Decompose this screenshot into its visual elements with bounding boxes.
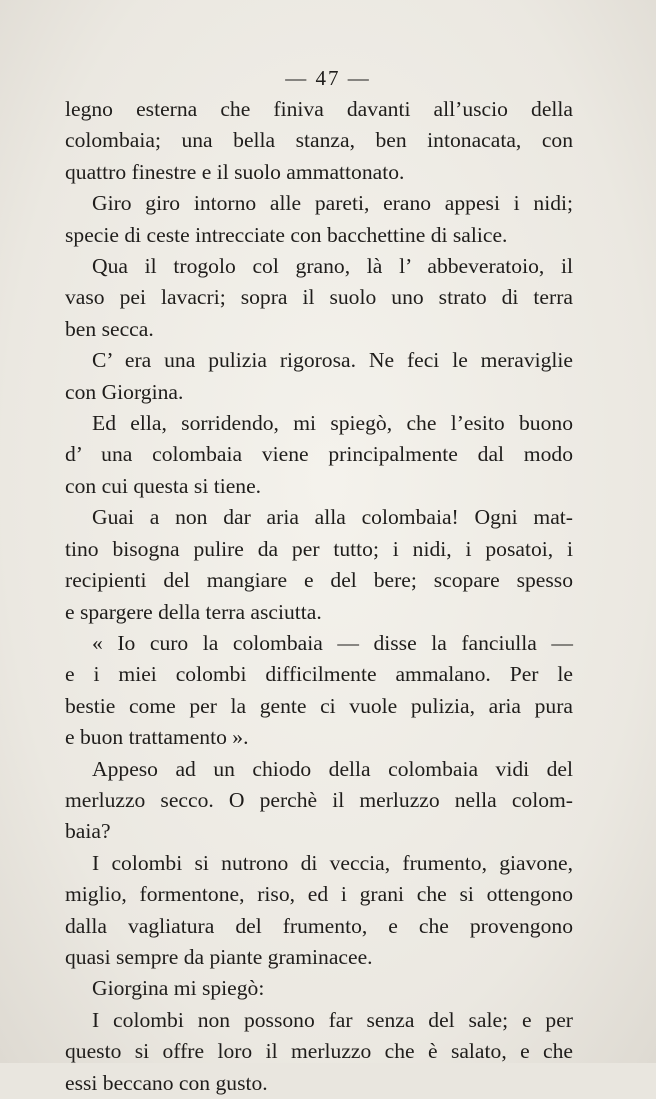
text-line: recipienti del mangiare e del bere; scopare spesso (65, 568, 573, 593)
paragraph (65, 1005, 573, 1099)
text-line: e spargere della terra asciutta. (65, 599, 322, 624)
page-number: — 47 — (285, 66, 371, 90)
paragraph (65, 251, 573, 345)
text-line: dalla vagliatura del frumento, e che provengono (65, 913, 573, 938)
text-line: C’ era una pulizia rigorosa. Ne feci le meraviglie (92, 348, 573, 373)
paragraph (65, 94, 573, 188)
paragraph (65, 754, 573, 848)
text-line: con Giorgina. (65, 379, 184, 404)
text-line: quattro finestre e il suolo ammattonato. (65, 159, 405, 184)
text-line: baia? (65, 819, 111, 844)
text-line: Guai a non dar aria alla colombaia! Ogni mat- (92, 505, 573, 530)
text-line: ben secca. (65, 316, 154, 341)
text-line: Appeso ad un chiodo della colombaia vidi del (92, 756, 573, 781)
paragraph (65, 188, 573, 251)
text-line: Ed ella, sorridendo, mi spiegò, che l’esito buono (92, 411, 573, 436)
text-line: colombaia; una bella stanza, ben intonacata, con (65, 128, 573, 153)
text-line: I colombi non possono far senza del sale; e per (92, 1007, 573, 1032)
text-line: e buon trattamento ». (65, 725, 249, 750)
text-line: quasi sempre da piante graminacee. (65, 944, 373, 969)
paragraph (65, 628, 573, 754)
text-line: Qua il trogolo col grano, là l’ abbeveratoio, il (92, 254, 573, 279)
text-line: d’ una colombaia viene principalmente dal modo (65, 442, 573, 467)
text-line: « Io curo la colombaia — disse la fanciulla — (92, 630, 573, 655)
text-line: I colombi si nutrono di veccia, frumento, giavone, (92, 850, 573, 875)
text-line: questo si offre loro il merluzzo che è salato, e che (65, 1039, 573, 1064)
paragraph (65, 345, 573, 408)
text-line: merluzzo secco. O perchè il merluzzo nella colom- (65, 787, 573, 812)
body-text (65, 94, 573, 1099)
text-line: essi beccano con gusto. (65, 1070, 268, 1095)
text-line: Giorgina mi spiegò: (92, 976, 265, 1001)
text-line: vaso pei lavacri; sopra il suolo uno strato di terra (65, 285, 573, 310)
text-line: e i miei colombi difficilmente ammalano. Per le (65, 662, 573, 687)
text-line: bestie come per la gente ci vuole pulizia, aria pura (65, 693, 573, 718)
paragraph (65, 848, 573, 974)
text-line: miglio, formentone, riso, ed i grani che si ottengono (65, 882, 573, 907)
text-line: con cui questa si tiene. (65, 473, 262, 498)
text-line: tino bisogna pulire da per tutto; i nidi, i posatoi, i (65, 536, 573, 561)
paragraph (65, 408, 573, 502)
text-line: specie di ceste intrecciate con bacchettine di salice. (65, 222, 508, 247)
paragraph (65, 502, 573, 628)
text-line: legno esterna che finiva davanti all’uscio della (65, 97, 573, 121)
paragraph (65, 973, 573, 1004)
text-line: Giro giro intorno alle pareti, erano appesi i nidi; (92, 191, 573, 216)
